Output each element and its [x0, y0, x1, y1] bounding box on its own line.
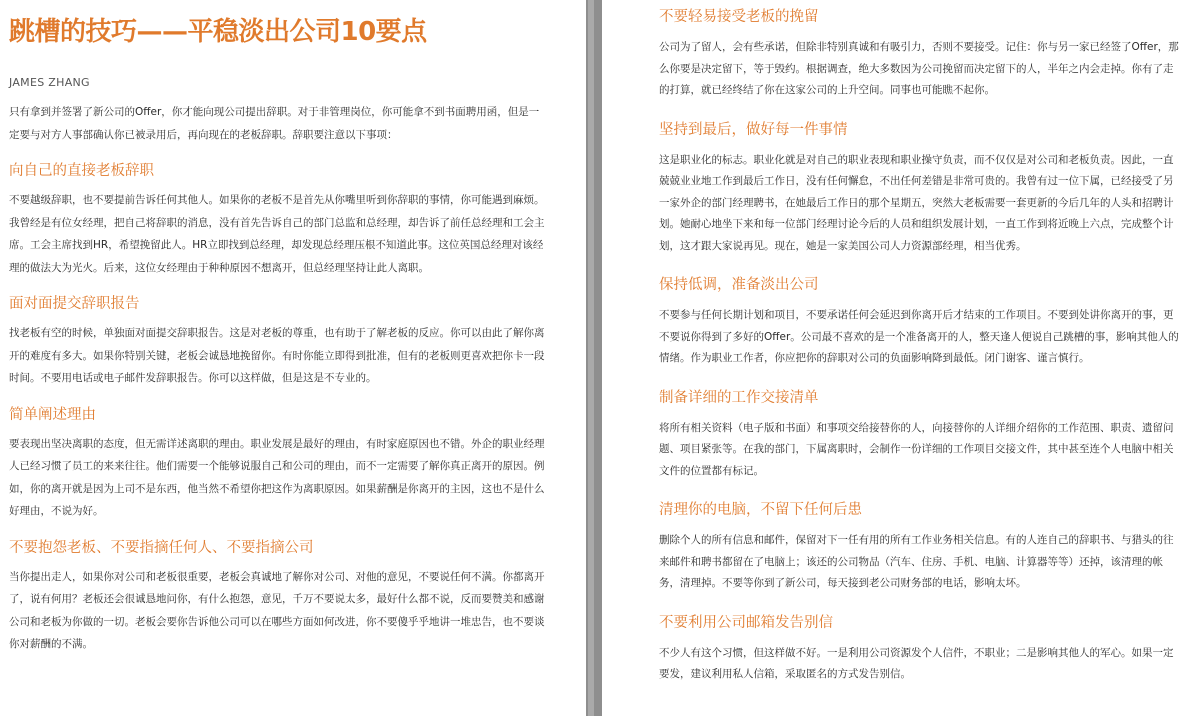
- section-body: 要表现出坚决离职的态度，但无需详述离职的理由。职业发展是最好的理由，有时家庭原因也不错。外企的职业经理人已经习惯了员工的来来往往。他们需要一个能够说服自己和公司的理由，而不一定需要了解你真正离开的原因。例如，你的离开就是因为上司不是东西，他当然不希望你把这作为离职原因。如果薪酬是你离开的主因，这也不是什么好理由，不说为好。: [9, 437, 545, 517]
- section-farewell-email: [659, 612, 1182, 686]
- section-clean-computer: [659, 499, 1182, 595]
- section-heading: 简单阐述理由: [9, 406, 96, 423]
- section-body: 将所有相关资料（电子版和书面）和事项交给接替你的人，向接替你的人详细介绍你的工作范围、职责、遗留问题、项目紧张等。在我的部门，下属离职时，会制作一份详细的工作项目交接文件，其中甚至连个人电脑中相关文件的位置都有标记。: [659, 421, 1174, 477]
- section-simple-reason: [9, 404, 546, 523]
- section-heading: 不要利用公司邮箱发告别信: [659, 614, 833, 631]
- section-heading: 不要抱怨老板、不要指摘任何人、不要指摘公司: [9, 539, 314, 556]
- section-low-profile: [659, 274, 1182, 370]
- section-heading: 坚持到最后，做好每一件事情: [659, 121, 848, 138]
- section-body: 不少人有这个习惯，但这样做不好。一是利用公司资源发个人信件，不职业；二是影响其他人的军心。如果一定要发，建议利用私人信箱，采取匿名的方式发告别信。: [659, 646, 1174, 680]
- section-body: 不要越级辞职，也不要提前告诉任何其他人。如果你的老板不是首先从你嘴里听到你辞职的事情，你可能遇到麻烦。我曾经是有位女经理，把自己将辞职的消息，没有首先告诉自己的部门总监和总经理，却告诉了前任总经理和工会主席。工会主席找到HR，希望挽留此人。HR立即找到总经理，却发现总经理压根不知道此事。这位英国总经理对该经理的做法大为光火。后来，这位女经理由于种种原因不想离开，但总经理坚持让此人离职。: [9, 194, 545, 274]
- section-body: 不要参与任何长期计划和项目，不要承诺任何会延迟到你离开后才结束的工作项目。不要到处讲你离开的事，更不要说你得到了多好的Offer。公司最不喜欢的是一个准备离开的人，整天逢人便说自己跳槽的事，影响其他人的情绪。作为职业工作者，你应把你的辞职对公司的负面影响降到最低。闭门谢客、谨言慎行。: [659, 309, 1179, 364]
- section-retention-offer: [659, 6, 1182, 102]
- section-work-to-end: [659, 119, 1182, 258]
- section-no-complaints: [9, 537, 546, 656]
- page-gutter-shade: [588, 0, 594, 716]
- section-heading: 向自己的直接老板辞职: [9, 163, 154, 179]
- author-name: JAMES ZHANG: [9, 76, 90, 89]
- section-heading: 制备详细的工作交接清单: [659, 389, 819, 406]
- section-body: 删除个人的所有信息和邮件，保留对下一任有用的所有工作业务相关信息。有的人连自己的辞职书、与猎头的往来邮件和聘书都留在了电脑上；该还的公司物品（汽车、住房、手机、电脑、计算器等等）还掉，该清理的帐务，清理掉。不要等你到了新公司，每天接到老公司财务部的电话，影响太坏。: [659, 534, 1174, 589]
- section-heading: 面对面提交辞职报告: [9, 296, 140, 312]
- section-heading: 保持低调，准备淡出公司: [659, 277, 819, 293]
- section-face-to-face: [9, 293, 546, 390]
- section-body: 这是职业化的标志。职业化就是对自己的职业表现和职业操守负责，而不仅仅是对公司和老板负责。因此，一直兢兢业业地工作到最后工作日，没有任何懈怠，不出任何差错是非常可贵的。我曾有过一位下属，已经接受了另一家外企的部门经理聘书，在她最后工作日的那个星期五，突然大老板需要一套更新的今后几年的人头和招聘计划。她耐心地坐下来和每一位部门经理讨论今后的人员和组织发展计划，一直工作到将近晚上六点，完成整个计划，这才跟大家说再见。现在，她是一家美国公司人力资源部经理，相当优秀。: [659, 153, 1174, 252]
- document-title: 跳槽的技巧——平稳淡出公司10要点: [9, 17, 427, 47]
- document-page-left: [0, 0, 586, 716]
- section-heading: 不要轻易接受老板的挽留: [659, 9, 819, 25]
- intro-paragraph: 只有拿到并签署了新公司的Offer，你才能向现公司提出辞职。对于非管理岗位，你可能拿不到书面聘用函，但是一定要与对方人事部确认你已被录用后，再向现在的老板辞职。辞职要注意以下事项：: [9, 106, 540, 141]
- section-body: 找老板有空的时候，单独面对面提交辞职报告。这是对老板的尊重，也有助于了解老板的反应。你可以由此了解你离开的难度有多大。如果你特别关键，老板会诚恳地挽留你。有时你能立即得到批准，但有的老板则更喜欢把你卡一段时间。不要用电话或电子邮件发辞职报告。你可以这样做，但是这是不专业的。: [9, 327, 545, 384]
- section-heading: 清理你的电脑，不留下任何后患: [659, 502, 862, 518]
- section-body: 公司为了留人，会有些承诺，但除非特别真诚和有吸引力，否则不要接受。记住：你与另一家已经签了Offer，那么你要是决定留下，等于毁约。根据调查，绝大多数因为公司挽留而决定留下的人，半年之内会走掉。你有了走的打算，就已经终结了你在这家公司的上升空间。同事也可能瞧不起你。: [659, 41, 1179, 96]
- section-handover-list: [659, 387, 1182, 483]
- document-page-right: [602, 0, 1182, 716]
- section-body: 当你提出走人，如果你对公司和老板很重要，老板会真诚地了解你对公司、对他的意见，不要说任何不满。你都离开了，说有何用？老板还会很诚恳地问你，有什么抱怨，意见，千万不要说太多，最好什么都不说，反而要赞美和感谢公司和老板为你做的一切。老板会要你告诉他公司可以在哪些方面如何改进，你不要傻乎乎地讲一堆忠告，也不要谈你对薪酬的不满。: [9, 570, 545, 650]
- section-direct-boss: [9, 160, 546, 279]
